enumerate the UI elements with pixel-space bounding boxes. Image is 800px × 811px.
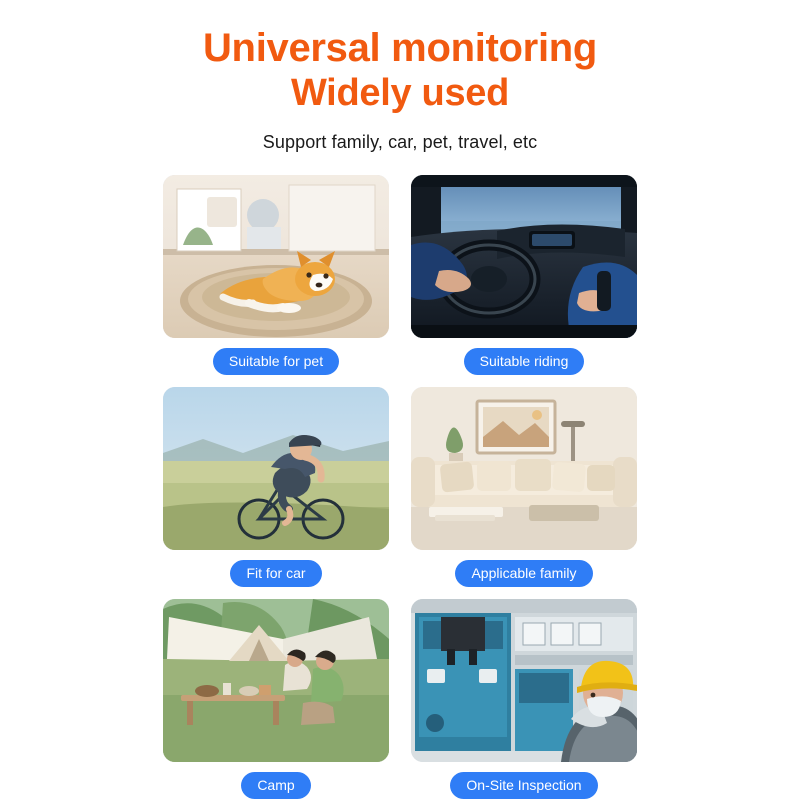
use-case-card[interactable]	[163, 387, 389, 587]
inspection-photo	[411, 599, 637, 762]
use-case-grid	[0, 175, 800, 811]
headline-block	[0, 0, 800, 153]
use-case-label: Camp	[241, 772, 310, 799]
headline-subtitle: Support family, car, pet, travel, etc	[262, 132, 538, 152]
headline-line-1: Universal monitoring	[202, 26, 598, 70]
use-case-label: Suitable riding	[464, 348, 585, 375]
pet-photo	[163, 175, 389, 338]
use-case-card[interactable]	[163, 175, 389, 375]
use-case-card[interactable]	[411, 387, 637, 587]
headline-line-2: Widely used	[290, 72, 510, 114]
use-case-card[interactable]	[411, 175, 637, 375]
use-case-label: On-Site Inspection	[450, 772, 597, 799]
camping-photo	[163, 599, 389, 762]
use-case-card[interactable]	[163, 599, 389, 799]
use-case-label: Applicable family	[455, 560, 592, 587]
cyclist-photo	[163, 387, 389, 550]
use-case-label: Suitable for pet	[213, 348, 339, 375]
living-room-photo	[411, 387, 637, 550]
use-case-label: Fit for car	[230, 560, 321, 587]
car-interior-photo	[411, 175, 637, 338]
use-case-card[interactable]	[411, 599, 637, 799]
